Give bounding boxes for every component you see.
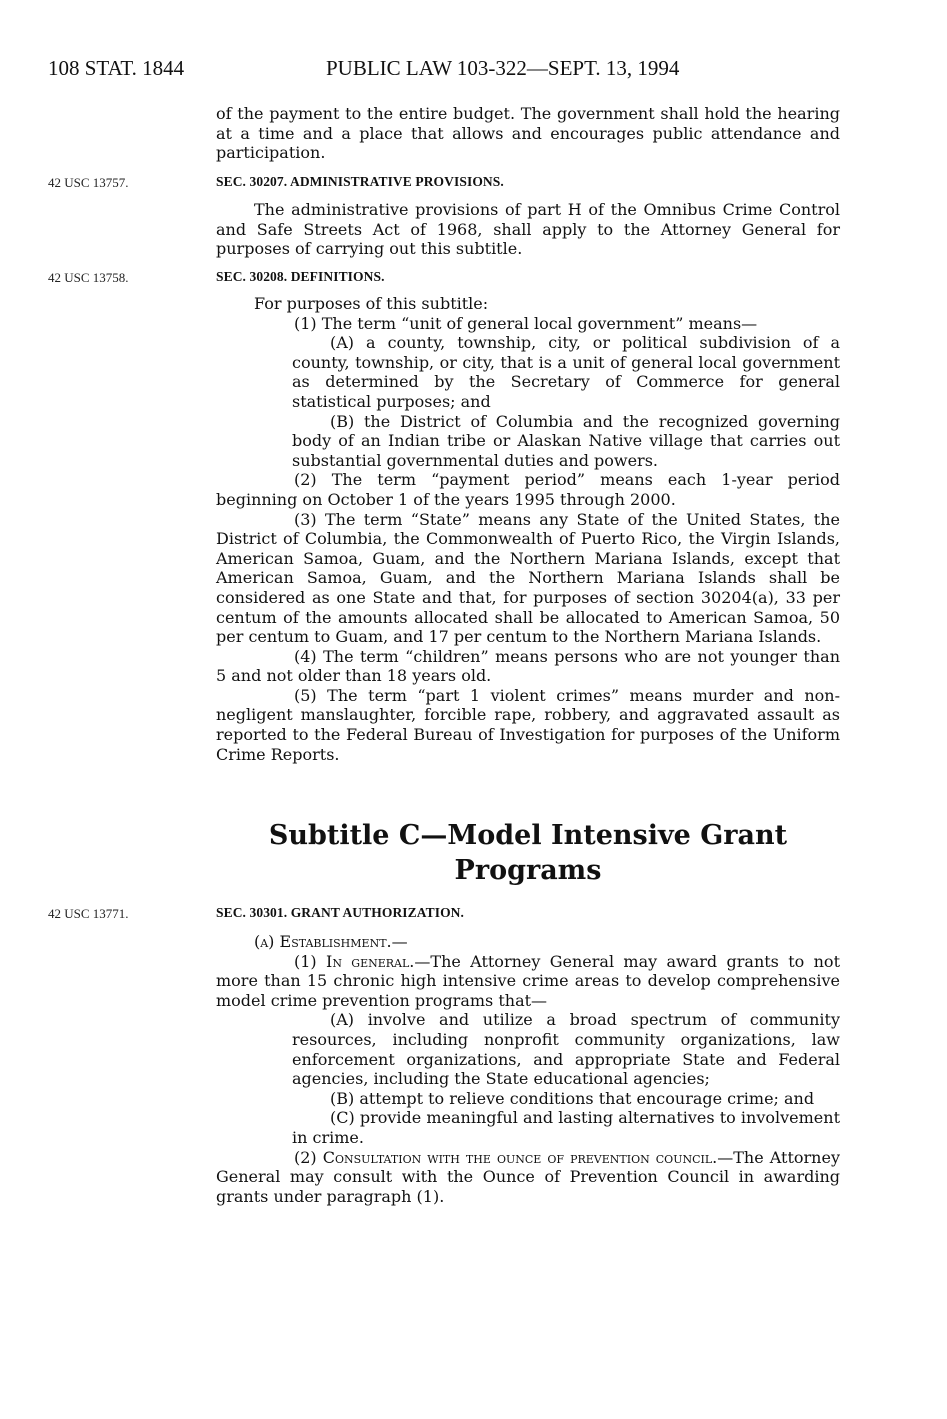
definition-1a: (A) a county, township, city, or political subdivision of a county, township, or city, that is a unit of general local government as determined by the Secretary of Commerce for general statistical purposes; and — [292, 333, 840, 411]
intro-text: of the payment to the entire budget. The government shall hold the hearing at a time and a place that allows and encourages public attendance and participation. — [216, 104, 840, 163]
definition-3: (3) The term “State” means any State of the United States, the District of Columbia, the Commonwealth of Puerto Rico, the Virgin Islands, American Samoa, Guam, and the Northern Mariana Islands, except that American Samoa, Guam, and the Northern Mariana Islands shall be considered as one State and that, for purposes of section 30204(a), 33 per centum of the amounts allocated shall be allocated to American Samoa, 50 per centum to Guam, and 17 per centum to the Northern Mariana Islands. — [216, 509, 840, 647]
definition-5: (5) The term “part 1 violent crimes” means murder and non-negligent manslaughter, forcible rape, robbery, and aggravated assault as reported to the Federal Bureau of Investigation for purposes of the Uniform Crime Reports. — [216, 685, 840, 764]
section-30207-body — [216, 200, 840, 259]
section-30301-body — [216, 932, 840, 1206]
subtitle-line-1: Subtitle C—Model Intensive Grant — [268, 820, 788, 851]
usc-citation-30208: 42 USC 13758. — [48, 270, 129, 285]
section-heading-30207: SEC. 30207. ADMINISTRATIVE PROVISIONS. — [216, 174, 504, 189]
section-30208-body — [216, 294, 840, 764]
definition-2: (2) The term “payment period” means each 1-year period beginning on October 1 of the years 1995 through 2000. — [216, 470, 840, 509]
intro-paragraph — [216, 104, 840, 163]
definition-4: (4) The term “children” means persons who are not younger than 5 and not older than 18 years old. — [216, 646, 840, 686]
paragraph-2 — [216, 1148, 840, 1207]
usc-citation-30301: 42 USC 13771. — [48, 906, 129, 921]
definition-1: (1) The term “unit of general local government” means— — [294, 313, 758, 333]
paragraph-2-heading: (2) Consultation with the ounce of prevention council. — [294, 1147, 718, 1167]
subsection-a-heading: (a) Establishment.— — [254, 932, 408, 951]
section-heading-30301: SEC. 30301. GRANT AUTHORIZATION. — [216, 905, 464, 920]
section-30207-text: The administrative provisions of part H of the Omnibus Crime Control and Safe Streets Act of 1968, shall apply to the Attorney General for purposes of carrying out this subtitle. — [216, 200, 840, 259]
definition-1b: (B) the District of Columbia and the recognized governing body of an Indian tribe or Alaskan Native village that carries out substantial governmental duties and powers. — [292, 411, 840, 470]
paragraph-1-text: —The Attorney General may award grants to not more than 15 chronic high intensive crime areas to develop comprehensive model crime prevention programs that— — [216, 951, 840, 1010]
section-heading-30208: SEC. 30208. DEFINITIONS. — [216, 269, 385, 284]
statute-page-number: 108 STAT. 1844 — [48, 56, 185, 80]
paragraph-1 — [216, 952, 840, 1011]
paragraph-1a: (A) involve and utilize a broad spectrum of community resources, including nonprofit community organizations, law enforcement organizations, and appropriate State and Federal agencies, including the State educational agencies; — [292, 1010, 840, 1089]
paragraph-1c: (C) provide meaningful and lasting alternatives to involvement in crime. — [292, 1108, 840, 1147]
subtitle-heading — [216, 818, 840, 888]
paragraph-2-text: —The Attorney General may consult with the Ounce of Prevention Council in awarding grants under paragraph (1). — [216, 1147, 840, 1206]
usc-citation-30207: 42 USC 13757. — [48, 175, 129, 190]
paragraph-1-heading: (1) In general. — [294, 951, 415, 971]
definitions-lead: For purposes of this subtitle: — [254, 294, 489, 313]
page-header — [48, 56, 848, 82]
law-title: PUBLIC LAW 103-322—SEPT. 13, 1994 — [326, 56, 680, 80]
paragraph-1b: (B) attempt to relieve conditions that encourage crime; and — [330, 1088, 815, 1108]
subtitle-line-2: Programs — [454, 855, 602, 886]
